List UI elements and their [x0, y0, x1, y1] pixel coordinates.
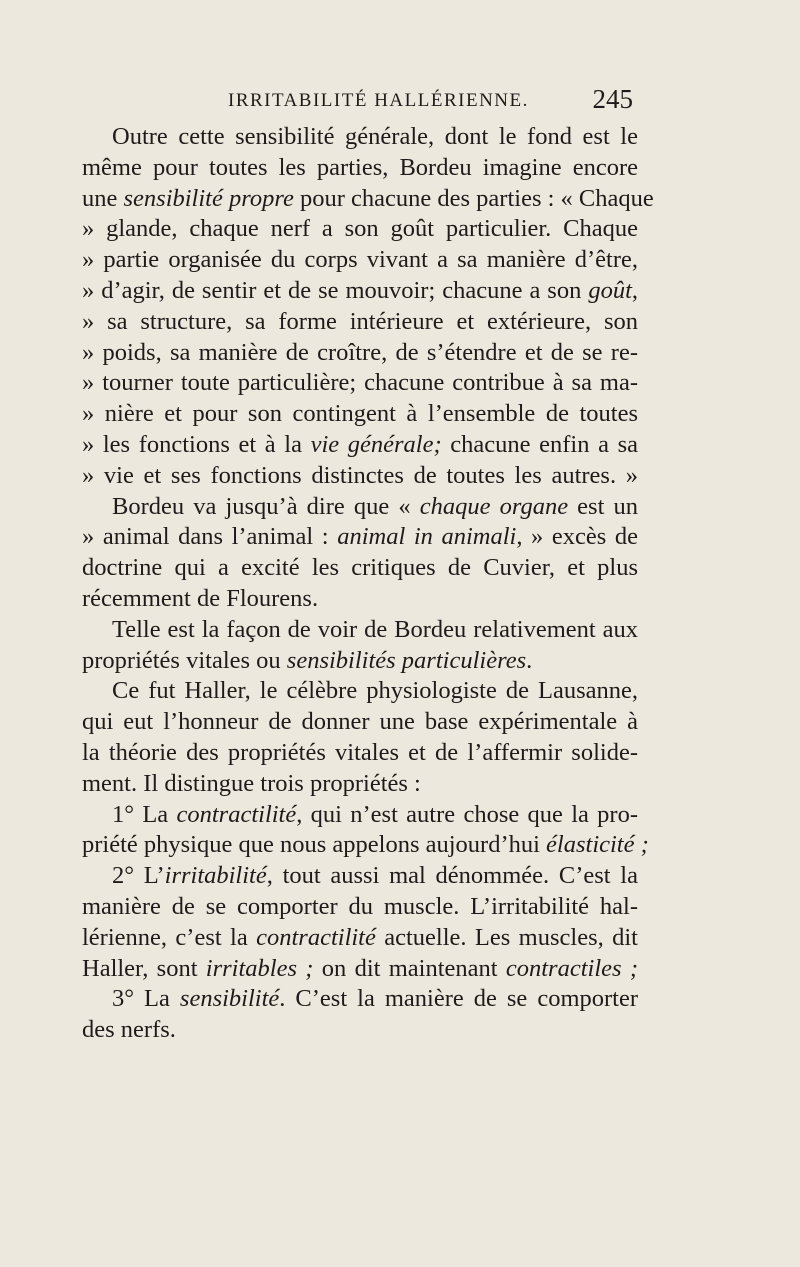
- text-line: manière de se comporter du muscle. L’irritabilité hal-: [82, 892, 638, 920]
- text-line: Bordeu va jusqu’à dire que « chaque organe est un: [112, 492, 639, 520]
- text-line: » animal dans l’animal : animal in animali, » excès de: [82, 523, 638, 551]
- text-line: Haller, sont irritables ; on dit maintenant contractiles ;: [82, 954, 638, 982]
- text-line: propriétés vitales ou sensibilités particulières.: [82, 646, 533, 674]
- text-line: Outre cette sensibilité générale, dont le fond est le: [112, 123, 638, 150]
- running-head: IRRITABILITÉ HALLÉRIENNE.: [228, 90, 529, 111]
- text-line: lérienne, c’est la contractilité actuelle. Les muscles, dit: [82, 923, 638, 951]
- text-line: la théorie des propriétés vitales et de l’affermir solide-: [82, 738, 638, 766]
- text-line: » les fonctions et à la vie générale; chacune enfin a sa: [82, 430, 638, 458]
- page-header: [228, 84, 633, 114]
- text-line: doctrine qui a excité les critiques de Cuvier, et plus: [82, 554, 638, 582]
- text-line: » d’agir, de sentir et de se mouvoir; chacune a son goût,: [82, 276, 638, 304]
- text-line: récemment de Flourens.: [82, 584, 319, 612]
- text-line: 2° L’irritabilité, tout aussi mal dénommée. C’est la: [112, 862, 638, 890]
- text-line: priété physique que nous appelons aujourd’hui élasticité ;: [82, 831, 649, 859]
- text-line: » glande, chaque nerf a son goût particulier. Chaque: [82, 215, 638, 243]
- body-text: [82, 122, 654, 1046]
- text-line: 3° La sensibilité. C’est la manière de se comporter: [112, 985, 638, 1013]
- text-line: même pour toutes les parties, Bordeu imagine encore: [82, 153, 638, 181]
- text-line: » vie et ses fonctions distinctes de toutes les autres. »: [82, 461, 638, 489]
- page-number: 245: [592, 84, 633, 114]
- text-line: des nerfs.: [82, 1016, 176, 1044]
- text-line: » tourner toute particulière; chacune contribue à sa ma-: [82, 369, 638, 397]
- text-line: » sa structure, sa forme intérieure et extérieure, son: [82, 307, 638, 335]
- text-line: » poids, sa manière de croître, de s’étendre et de se re-: [82, 338, 638, 366]
- text-line: Ce fut Haller, le célèbre physiologiste de Lausanne,: [112, 677, 638, 705]
- text-line: ment. Il distingue trois propriétés :: [82, 769, 421, 797]
- text-line: » partie organisée du corps vivant a sa manière d’être,: [82, 246, 638, 274]
- text-line: » nière et pour son contingent à l’ensemble de toutes: [82, 400, 638, 428]
- text-line: qui eut l’honneur de donner une base expérimentale à: [82, 708, 638, 736]
- text-line: 1° La contractilité, qui n’est autre chose que la pro-: [112, 800, 638, 828]
- text-line: une sensibilité propre pour chacune des parties : « Chaque: [82, 184, 654, 212]
- text-line: Telle est la façon de voir de Bordeu relativement aux: [112, 615, 638, 643]
